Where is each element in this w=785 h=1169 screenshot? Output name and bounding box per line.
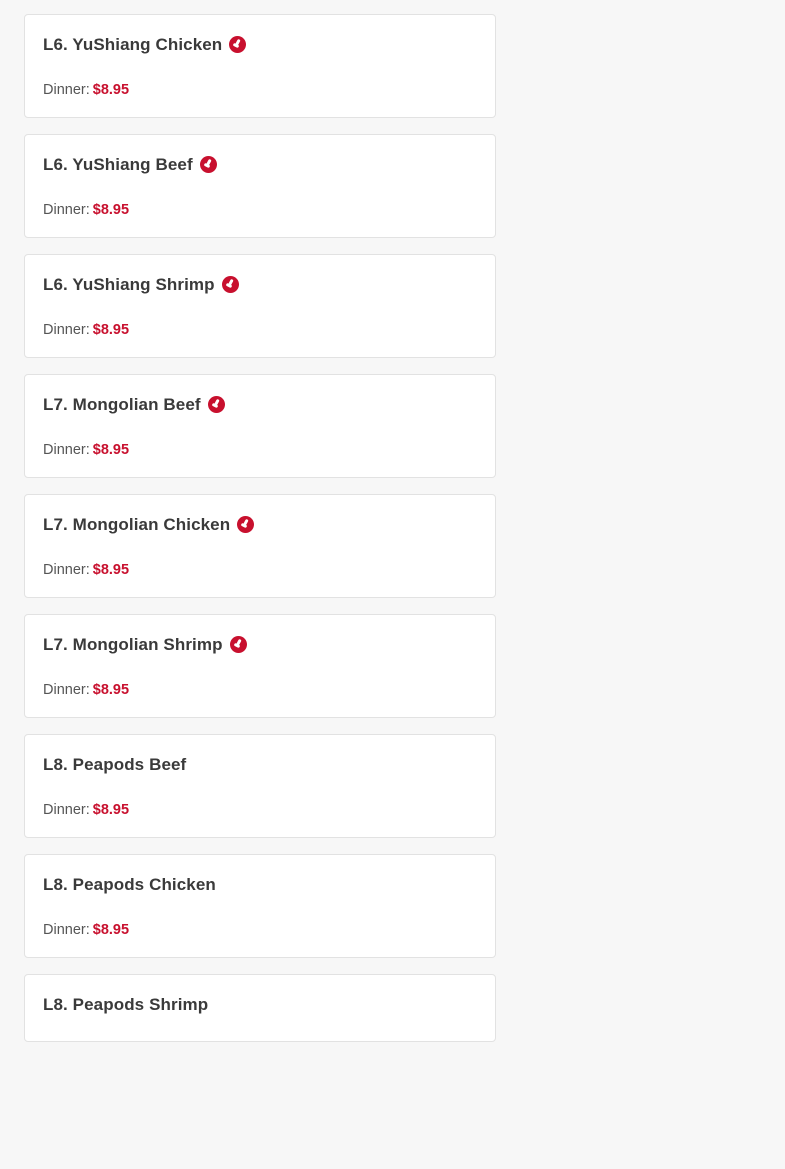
menu-item-header	[43, 395, 477, 415]
menu-item-list	[24, 0, 496, 1058]
price-value: $8.95	[92, 802, 130, 818]
price-label: Dinner:	[43, 202, 90, 218]
price-label: Dinner:	[43, 802, 90, 818]
price-label: Dinner:	[43, 82, 90, 98]
menu-item-card[interactable]	[24, 14, 496, 118]
price-row	[43, 921, 477, 939]
price-row	[43, 201, 477, 219]
spicy-pepper-icon	[200, 156, 217, 173]
menu-item-name: L6. YuShiang Chicken	[43, 35, 223, 54]
menu-item-header	[43, 35, 477, 55]
price-value: $8.95	[92, 682, 130, 698]
menu-item-card[interactable]	[24, 134, 496, 238]
menu-item-name: L6. YuShiang Shrimp	[43, 275, 215, 294]
menu-item-header	[43, 875, 477, 895]
price-label: Dinner:	[43, 442, 90, 458]
price-value: $8.95	[92, 922, 130, 938]
spicy-pepper-icon	[208, 396, 225, 413]
price-row	[43, 321, 477, 339]
price-label: Dinner:	[43, 322, 90, 338]
menu-item-name: L7. Mongolian Chicken	[43, 515, 231, 534]
price-row	[43, 681, 477, 699]
price-label: Dinner:	[43, 682, 90, 698]
spicy-pepper-icon	[222, 276, 239, 293]
menu-item-header	[43, 995, 477, 1015]
menu-item-card[interactable]	[24, 974, 496, 1042]
menu-item-header	[43, 155, 477, 175]
spicy-pepper-icon	[229, 36, 246, 53]
menu-item-card[interactable]	[24, 614, 496, 718]
price-value: $8.95	[92, 322, 130, 338]
price-label: Dinner:	[43, 922, 90, 938]
menu-item-name: L8. Peapods Beef	[43, 755, 187, 774]
price-row	[43, 801, 477, 819]
spicy-pepper-icon	[230, 636, 247, 653]
price-row	[43, 441, 477, 459]
menu-item-card[interactable]	[24, 494, 496, 598]
menu-item-header	[43, 755, 477, 775]
menu-item-name: L7. Mongolian Beef	[43, 395, 201, 414]
menu-item-card[interactable]	[24, 374, 496, 478]
price-value: $8.95	[92, 202, 130, 218]
spicy-pepper-icon	[237, 516, 254, 533]
price-label: Dinner:	[43, 562, 90, 578]
menu-item-card[interactable]	[24, 854, 496, 958]
price-value: $8.95	[92, 562, 130, 578]
price-row	[43, 561, 477, 579]
menu-item-name: L6. YuShiang Beef	[43, 155, 193, 174]
menu-item-name: L8. Peapods Chicken	[43, 875, 216, 894]
menu-item-card[interactable]	[24, 734, 496, 838]
menu-item-name: L8. Peapods Shrimp	[43, 995, 209, 1014]
menu-item-header	[43, 635, 477, 655]
menu-item-header	[43, 515, 477, 535]
menu-item-name: L7. Mongolian Shrimp	[43, 635, 223, 654]
menu-item-header	[43, 275, 477, 295]
price-row	[43, 81, 477, 99]
price-value: $8.95	[92, 442, 130, 458]
price-value: $8.95	[92, 82, 130, 98]
menu-item-card[interactable]	[24, 254, 496, 358]
